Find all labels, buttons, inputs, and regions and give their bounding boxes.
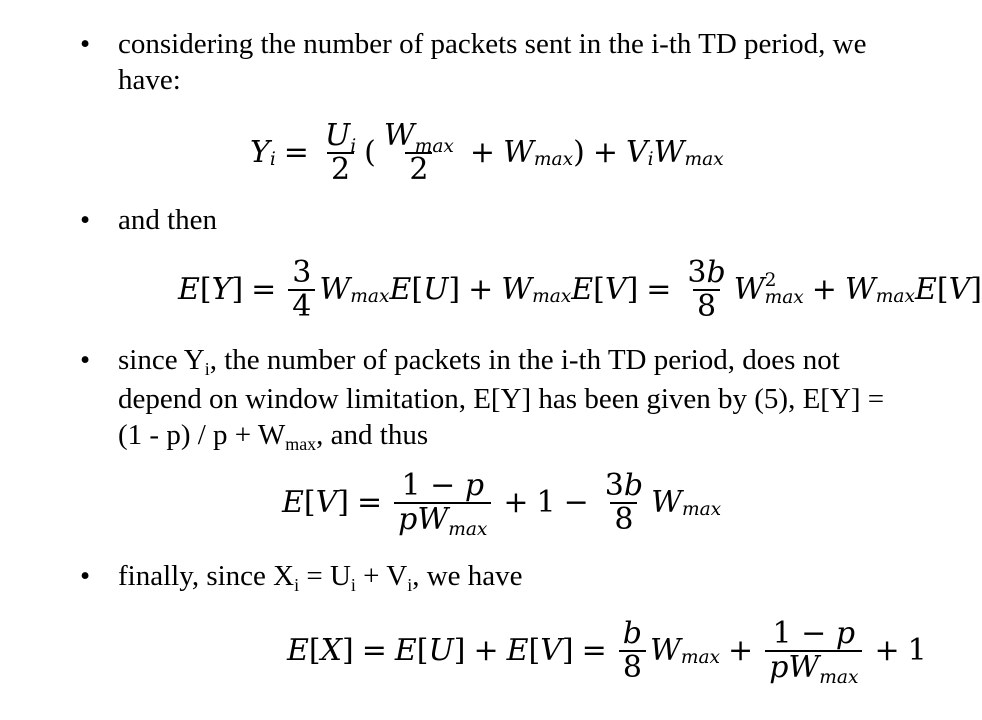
subscript: i — [294, 575, 300, 596]
bullet-3 — [80, 342, 900, 456]
text-segment: since Y — [118, 344, 205, 376]
text-segment: finally, since X — [118, 560, 295, 592]
equation-1: Y i = $\frac{U_i}{2}$ ( $\frac{W_{max}}{2}$ + W max ) + V i W max — [250, 118, 724, 187]
bullet-3-text — [118, 342, 900, 456]
subscript: max — [285, 434, 317, 455]
bullet-symbol: • — [80, 560, 91, 592]
text-segment: , and thus — [316, 419, 429, 451]
text-segment: , we have — [412, 560, 523, 592]
bullet-4-text — [118, 558, 900, 597]
bullet-4 — [80, 558, 900, 597]
subscript: i — [407, 575, 413, 596]
bullet-1 — [80, 26, 900, 98]
equation-4: E [ X ] = E [ U ] + E [ V ] = $\frac{b}{8}$ W max + $\frac{1 - p}{pW_{max}}$ + 1 — [287, 616, 927, 688]
subscript: i — [204, 359, 210, 380]
bullet-2 — [80, 202, 900, 238]
bullet-symbol: • — [80, 344, 91, 376]
equation-3: E [ V ] = $\frac{1 - p}{pW_{max}}$ + 1 − $\frac{3b}{8}$ W max — [282, 468, 722, 540]
bullet-symbol: • — [80, 28, 91, 60]
text-segment: , the number of packets in the i-th TD period, does not depend on window limitation, E[Y] has been given by (5), E[Y] = (1 - p) / p + W — [118, 344, 885, 451]
bullet-1-text: considering the number of packets sent in the i-th TD period, we have: — [118, 28, 867, 96]
subscript: i — [350, 575, 356, 596]
text-segment: = U — [299, 560, 351, 592]
text-segment: + V — [355, 560, 408, 592]
equation-2: E [ Y ] = $\frac{3}{4}$ W max E [ U ] + W max E [ V ] = $\frac{3b}{8}$ W 2 max + W max E [ V ] — [178, 255, 982, 324]
bullet-symbol: • — [80, 204, 91, 236]
bullet-2-text: and then — [118, 204, 218, 236]
